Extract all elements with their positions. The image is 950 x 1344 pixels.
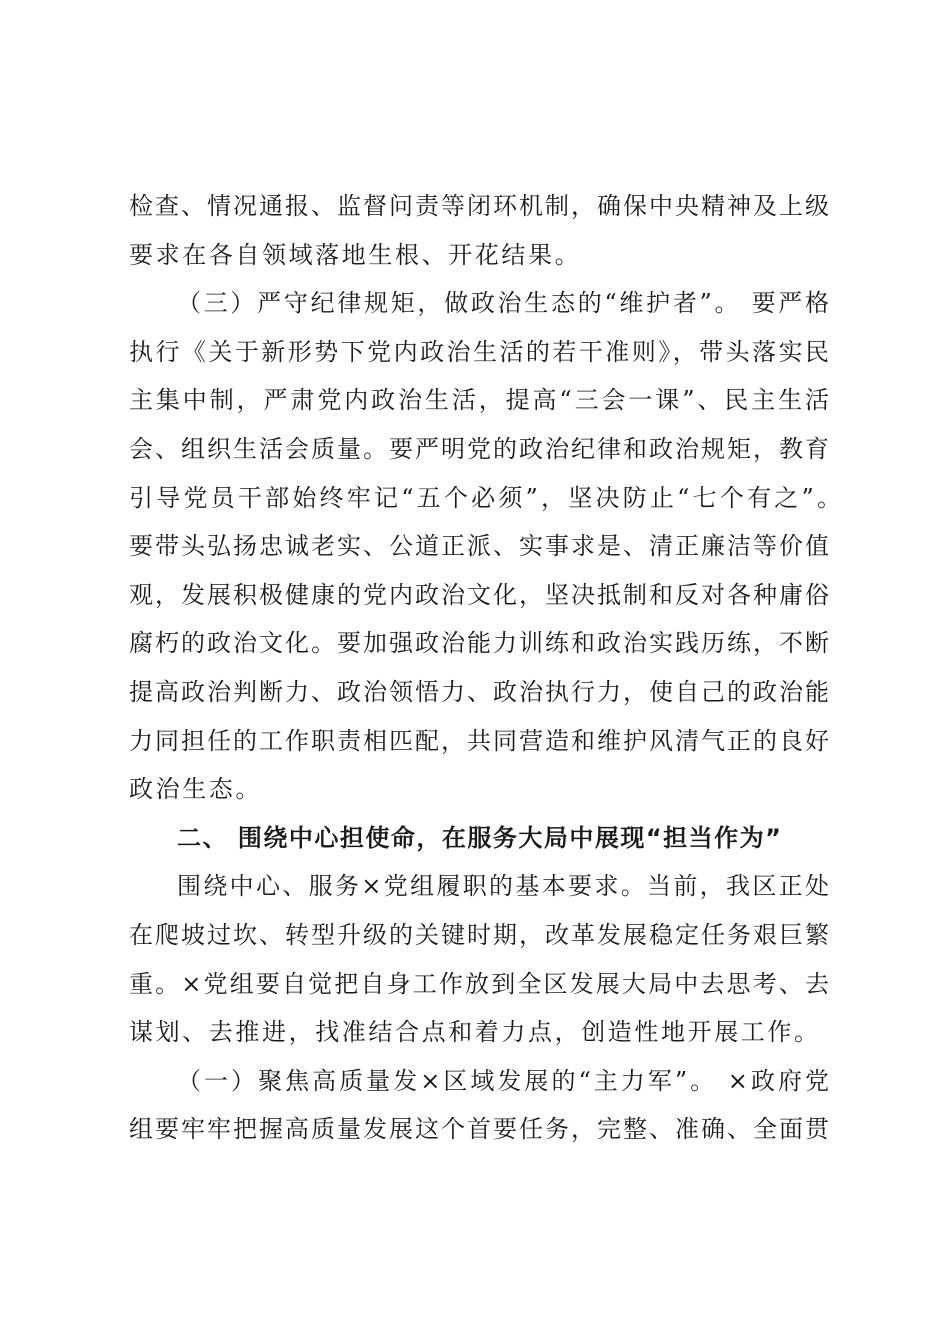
text-line: 会、组织生活会质量。要严明党的政治纪律和政治规矩，教育 [129,434,829,463]
subsection-heading-3: （三）严守纪律规矩，做政治生态的“维护者”。 要严格 [177,289,829,318]
text-line: 组要牢牢把握高质量发展这个首要任务，完整、准确、全面贯 [129,1115,829,1144]
text-line: 在爬坡过坎、转型升级的关键时期，改革发展稳定任务艰巨繁 [129,920,829,949]
text-line: 主集中制，严肃党内政治生活，提高“三会一课”、民主生活 [129,386,829,415]
section-heading: 二、 围绕中心担使命，在服务大局中展现“担当作为” [177,823,783,852]
text-line: 腐朽的政治文化。要加强政治能力训练和政治实践历练，不断 [129,629,829,658]
text-line: 政治生态。 [129,775,262,804]
text-line: 提高政治判断力、政治领悟力、政治执行力，使自己的政治能 [129,677,829,706]
text-line: 检查、情况通报、监督问责等闭环机制，确保中央精神及上级 [129,192,829,220]
text-line: 要带头弘扬忠诚老实、公道正派、实事求是、清正廉洁等价值 [129,532,829,561]
document-body [129,182,841,1154]
text-line: 重。×党组要自觉把自身工作放到全区发展大局中去思考、去 [129,969,829,998]
text-line: 要求在各自领域落地生根、开花结果。 [129,240,582,269]
text-line: 围绕中心、服务×党组履职的基本要求。当前，我区正处 [177,872,829,901]
subsection-heading-1: （一）聚焦高质量发×区域发展的“主力军”。 ×政府党 [177,1066,829,1095]
text-line: 执行《关于新形势下党内政治生活的若干准则》，带头落实民 [129,337,829,366]
text-line: 力同担任的工作职责相匹配，共同营造和维护风清气正的良好 [129,726,829,755]
text-line: 观，发展积极健康的党内政治文化，坚决抵制和反对各种庸俗 [129,580,829,609]
text-line: 引导党员干部始终牢记“五个必须”，坚决防止“七个有之”。 [129,483,841,512]
text-line: 谋划、去推进，找准结合点和着力点，创造性地开展工作。 [129,1018,821,1047]
